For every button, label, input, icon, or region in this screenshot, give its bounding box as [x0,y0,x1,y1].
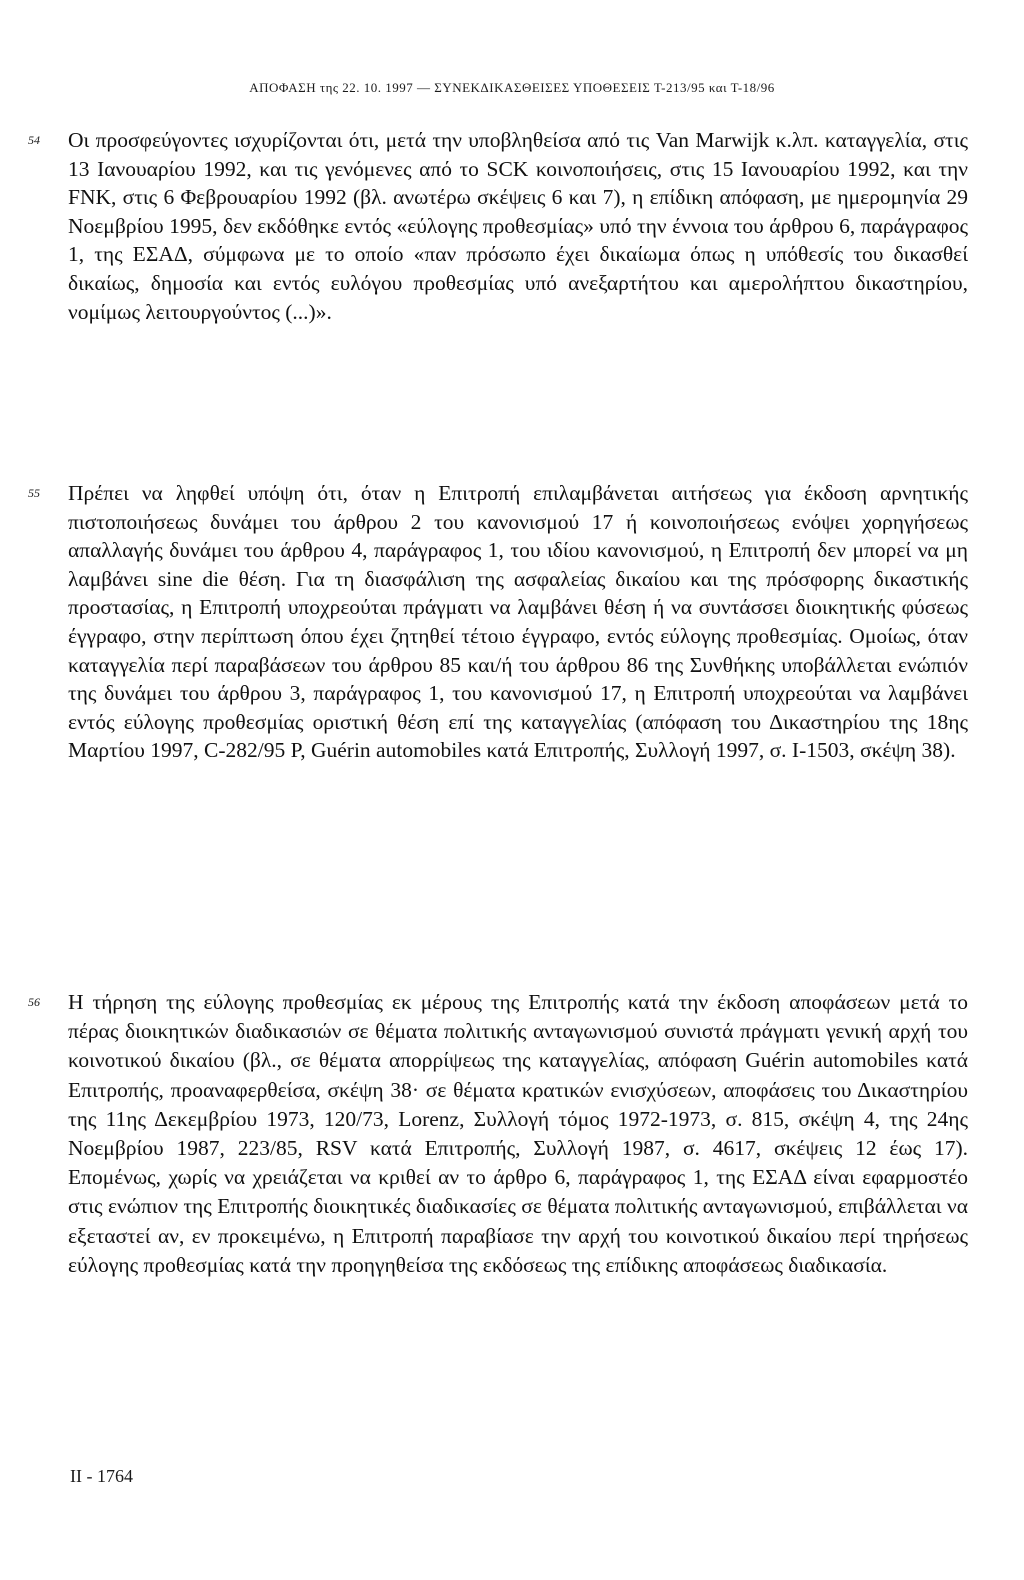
paragraph-number: 55 [28,486,40,500]
paragraph-text: Οι προσφεύγοντες ισχυρίζονται ότι, μετά την υποβληθείσα από τις Van Marwijk κ.λπ. καταγγελία, στις 13 Ιανουαρίου 1992, και τις γενόμενες από το SCK κοινοποιήσεις, στις 15 Ιανουαρίου 1992, και την FNK, στις 6 Φεβρουαρίου 1992 (βλ. ανωτέρω σκέψεις 6 και 7), η επίδικη απόφαση, με ημερομηνία 29 Νοεμβρίου 1995, δεν εκδόθηκε εντός «εύλογης προθεσμίας» υπό την έννοια του άρθρου 6, παράγραφος 1, της ΕΣΑΔ, σύμφωνα με το οποίο «παν πρόσωπο έχει δικαίωμα όπως η υπόθεσίς του δικασθεί δικαίως, δημοσία και εντός ευλόγου προθεσμίας υπό ανεξαρτήτου και αμερολήπτου δικαστηρίου, νομίμως λειτουργούντος (...)». [68,128,968,324]
paragraph-number: 54 [28,133,40,147]
paragraph-text: Πρέπει να ληφθεί υπόψη ότι, όταν η Επιτροπή επιλαμβάνεται αιτήσεως για έκδοση αρνητικής πιστοποιήσεως δυνάμει του άρθρου 2 του κανονισμού 17 ή κοινοποιήσεως ενόψει χορηγήσεως απαλλαγής δυνάμει του άρθρου 4, παράγραφος 1, του ιδίου κανονισμού, η Επιτροπή δεν μπορεί να μη λαμβάνει sine die θέση. Για τη διασφάλιση της ασφαλείας δικαίου και της πρόσφορης δικαστικής προστασίας, η Επιτροπή υποχρεούται πράγματι να λαμβάνει θέση ή να συντάσσει διοικητικής φύσεως έγγραφο, στην περίπτωση όπου έχει ζητηθεί τέτοιο έγγραφο, εντός εύλογης προθεσμίας. Ομοίως, όταν καταγγελία περί παραβάσεων του άρθρου 85 και/ή του άρθρου 86 της Συνθήκης υποβάλλεται ενώπιόν της δυνάμει του άρθρου 3, παράγραφος 1, του κανονισμού 17, η Επιτροπή υποχρεούται να λαμβάνει εντός εύλογης προθεσμίας οριστική θέση επί της καταγγελίας (απόφαση του Δικαστηρίου της 18ης Μαρτίου 1997, C-282/95 P, Guérin automobiles κατά Επιτροπής, Συλλογή 1997, σ. I-1503, σκέψη 38). [68,481,968,763]
running-header: ΑΠΟΦΑΣΗ της 22. 10. 1997 — ΣΥΝΕΚΔΙΚΑΣΘΕΙΣΕΣ ΥΠΟΘΕΣΕΙΣ Τ-213/95 και Τ-18/96 [249,80,775,95]
paragraph-number: 56 [28,995,40,1009]
paragraph-56 [28,988,968,1280]
paragraph-55 [28,479,968,765]
paragraph-text: Η τήρηση της εύλογης προθεσμίας εκ μέρους της Επιτροπής κατά την έκδοση αποφάσεων μετά το πέρας διοικητικών διαδικασιών σε θέματα πολιτικής ανταγωνισμού συνιστά πράγματι γενική αρχή του κοινοτικού δικαίου (βλ., σε θέματα απορρίψεως της καταγγελίας, απόφαση Guérin automobiles κατά Επιτροπής, προαναφερθείσα, σκέψη 38· σε θέματα κρατικών ενισχύσεων, αποφάσεις του Δικαστηρίου της 11ης Δεκεμβρίου 1973, 120/73, Lorenz, Συλλογή τόμος 1972-1973, σ. 815, σκέψη 4, της 24ης Νοεμβρίου 1987, 223/85, RSV κατά Επιτροπής, Συλλογή 1987, σ. 4617, σκέψεις 12 έως 17). Επομένως, χωρίς να χρειάζεται να κριθεί αν το άρθρο 6, παράγραφος 1, της ΕΣΑΔ είναι εφαρμοστέο στις ενώπιον της Επιτροπής διοικητικές διαδικασίες σε θέματα πολιτικής ανταγωνισμού, επιβάλλεται να εξεταστεί αν, εν προκειμένω, η Επιτροπή παραβίασε την αρχή του κοινοτικού δικαίου περί τηρήσεως εύλογης προθεσμίας κατά την προηγηθείσα της εκδόσεως της επίδικης αποφάσεως διαδικασία. [68,990,968,1277]
page-number: II - 1764 [70,1466,133,1486]
paragraph-54 [28,126,968,326]
